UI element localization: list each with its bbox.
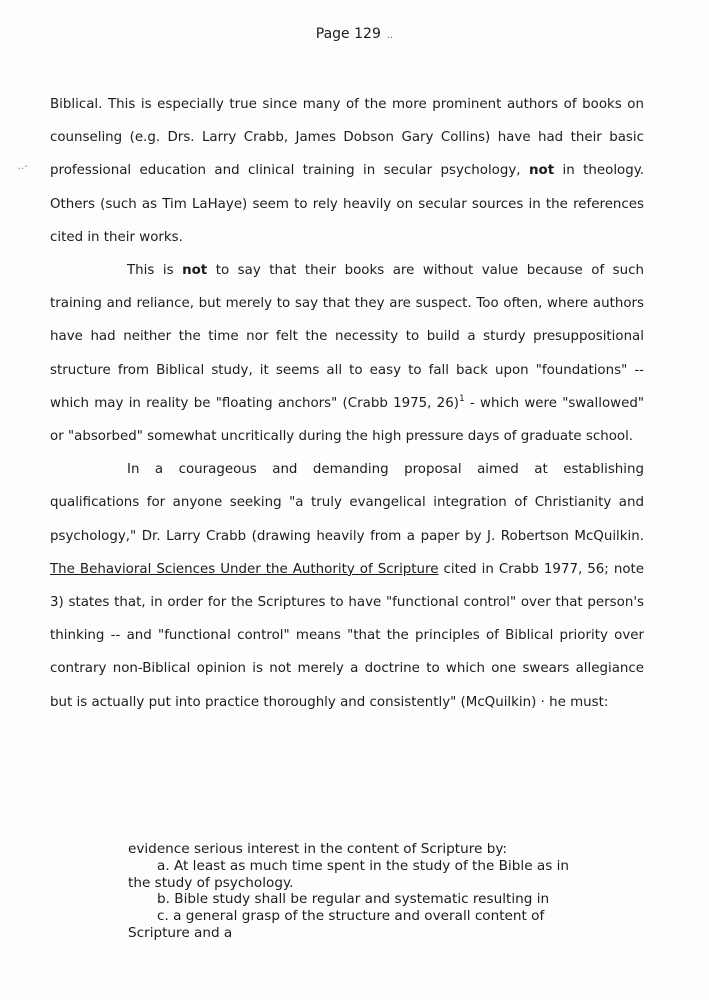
requirements-intro: evidence serious interest in the content of Scripture by:: [128, 841, 507, 857]
requirement-item: a. At least as much time spent in the study of the Bible as in the study of psychology.: [128, 857, 570, 891]
margin-mark: ..-: [18, 161, 28, 172]
paragraph-1-emphasis: not: [528, 163, 555, 179]
paragraph-3-text-a: In a courageous and demanding proposal aimed at establishing qualifications for anyone seeking "a truly evangelical integration of Christianity and psychology," Dr. Larry Crabb (drawing heavily from a paper by J. Robertson McQuilkin.: [50, 462, 644, 544]
requirement-item: b. Bible study shall be regular and systematic resulting in: [157, 891, 550, 908]
paragraph-2-emphasis: not: [182, 263, 208, 279]
paragraph-1: [50, 88, 644, 254]
paragraph-1-text-c: in theology. Others (such as Tim LaHaye) seem to rely heavily on secular sources in the references cited in their works.: [50, 163, 644, 245]
paragraph-3-text-b: cited in Crabb 1977, 56; note 3) states that, in order for the Scriptures to have "functional control" over that person's thinking -- and "functional control" means "that the principles of Biblical priority over contrary non-Biblical opinion is not merely a doctrine to which one swears allegiance but is actually put into practice thoroughly and consistently" (McQuilkin) · he must:: [50, 561, 645, 710]
paragraph-1-text-a: Biblical. This is especially true since many of the more prominent authors of books on counseling (e.g. Drs. Larry Crabb, James Dobson Gary Collins) have had their basic professional education and clinical training in secular psychology,: [50, 97, 644, 179]
paragraph-2: [50, 254, 644, 453]
paragraph-3: [50, 453, 644, 719]
page-number-mark: ..: [386, 30, 394, 41]
paragraph-2-text-d: - which were "swallowed" or "absorbed" somewhat uncritically during the high pressure days of graduate school.: [50, 395, 644, 445]
requirements-list: [128, 841, 570, 942]
footnote-marker: 1: [458, 393, 465, 404]
paragraph-2-text-c: to say that their books are without value because of such training and reliance, but merely to say that they are suspect. Too often, where authors have had neither the time nor felt the necessity to build a sturdy presuppositional structure from Biblical study, it seems all to easy to fall back upon "foundations" -- which may in reality be "floating anchors" (Crabb 1975, 26): [50, 263, 644, 411]
cited-title: The Behavioral Sciences Under the Authority of Scripture: [50, 561, 439, 577]
body-text: [50, 88, 644, 719]
page-number: [0, 26, 709, 42]
paragraph-2-text-a: This is: [127, 263, 174, 279]
requirement-item: c. a general grasp of the structure and overall content of Scripture and a: [128, 908, 545, 941]
page-number-text: Page 129: [315, 26, 381, 42]
